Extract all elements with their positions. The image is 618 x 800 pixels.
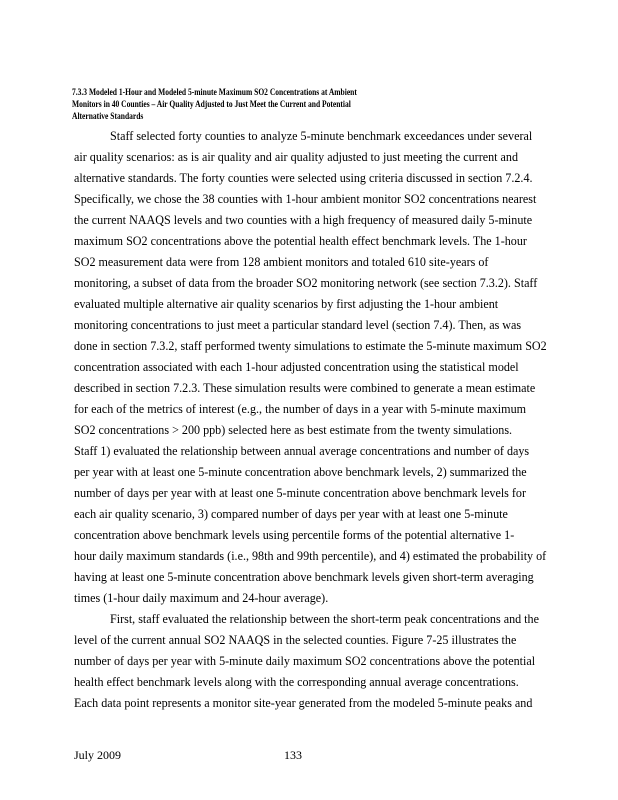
paragraph-line: maximum SO2 concentrations above the potential health effect benchmark levels. The 1-hour	[74, 234, 527, 248]
paragraph-line: evaluated multiple alternative air quality scenarios by first adjusting the 1-hour ambient	[74, 297, 499, 311]
paragraph-line: level of the current annual SO2 NAAQS in the selected counties. Figure 7-25 illustrates the	[74, 633, 517, 647]
paragraph-line: Staff 1) evaluated the relationship between annual average concentrations and number of days	[74, 444, 530, 458]
page-number: 133	[284, 748, 302, 762]
paragraph-line: the current NAAQS levels and two counties with a high frequency of measured daily 5-minute	[74, 213, 533, 227]
paragraph-line: described in section 7.2.3. These simulation results were combined to generate a mean estimate	[74, 381, 536, 395]
heading-line: 7.3.3 Modeled 1-Hour and Modeled 5-minute Maximum SO2 Concentrations at Ambient	[72, 87, 357, 97]
paragraph-line: having at least one 5-minute concentration above benchmark levels given short-term averaging	[74, 570, 534, 584]
paragraph-line: done in section 7.3.2, staff performed twenty simulations to estimate the 5-minute maximum SO2	[74, 339, 547, 353]
paragraph-line: First, staff evaluated the relationship between the short-term peak concentrations and the	[110, 612, 539, 626]
paragraph-line: per year with at least one 5-minute concentration above benchmark levels, 2) summarized the	[74, 465, 527, 479]
paragraph-line: hour daily maximum standards (i.e., 98th and 99th percentile), and 4) estimated the probability of	[74, 549, 547, 563]
section-heading	[72, 86, 433, 122]
body-text	[74, 126, 594, 714]
paragraph-line: SO2 measurement data were from 128 ambient monitors and totaled 610 site-years of	[74, 255, 489, 269]
paragraph-line: air quality scenarios: as is air quality and air quality adjusted to just meeting the current and	[74, 150, 518, 164]
heading-line: Alternative Standards	[72, 111, 144, 121]
paragraph-line: Specifically, we chose the 38 counties with 1-hour ambient monitor SO2 concentrations nearest	[74, 192, 537, 206]
paragraph-line: concentration associated with each 1-hour adjusted concentration using the statistical model	[74, 360, 519, 374]
paragraph-line: monitoring, a subset of data from the broader SO2 monitoring network (see section 7.3.2). Staff	[74, 276, 538, 290]
paragraph-line: Each data point represents a monitor site-year generated from the modeled 5-minute peaks and	[74, 696, 533, 710]
paragraph-line: number of days per year with 5-minute daily maximum SO2 concentrations above the potential	[74, 654, 536, 668]
paragraph-line: monitoring concentrations to just meet a particular standard level (section 7.4). Then, as was	[74, 318, 522, 332]
paragraph-line: health effect benchmark levels along with the corresponding annual average concentrations.	[74, 675, 519, 689]
paragraph-line: number of days per year with at least one 5-minute concentration above benchmark levels for	[74, 486, 527, 500]
paragraph-line: Staff selected forty counties to analyze 5-minute benchmark exceedances under several	[110, 129, 533, 143]
heading-line: Monitors in 40 Counties – Air Quality Adjusted to Just Meet the Current and Potential	[72, 99, 351, 109]
paragraph-line: for each of the metrics of interest (e.g., the number of days in a year with 5-minute maximum	[74, 402, 527, 416]
paragraph-line: each air quality scenario, 3) compared number of days per year with at least one 5-minute	[74, 507, 508, 521]
paragraph-line: alternative standards. The forty counties were selected using criteria discussed in section 7.2.4.	[74, 171, 533, 185]
paragraph-line: SO2 concentrations > 200 ppb) selected here as best estimate from the twenty simulations.	[74, 423, 513, 437]
paragraph-line: concentration above benchmark levels using percentile forms of the potential alternative 1-	[74, 528, 515, 542]
footer-date: July 2009	[74, 748, 122, 762]
paragraph-line: times (1-hour daily maximum and 24-hour average).	[74, 591, 329, 605]
